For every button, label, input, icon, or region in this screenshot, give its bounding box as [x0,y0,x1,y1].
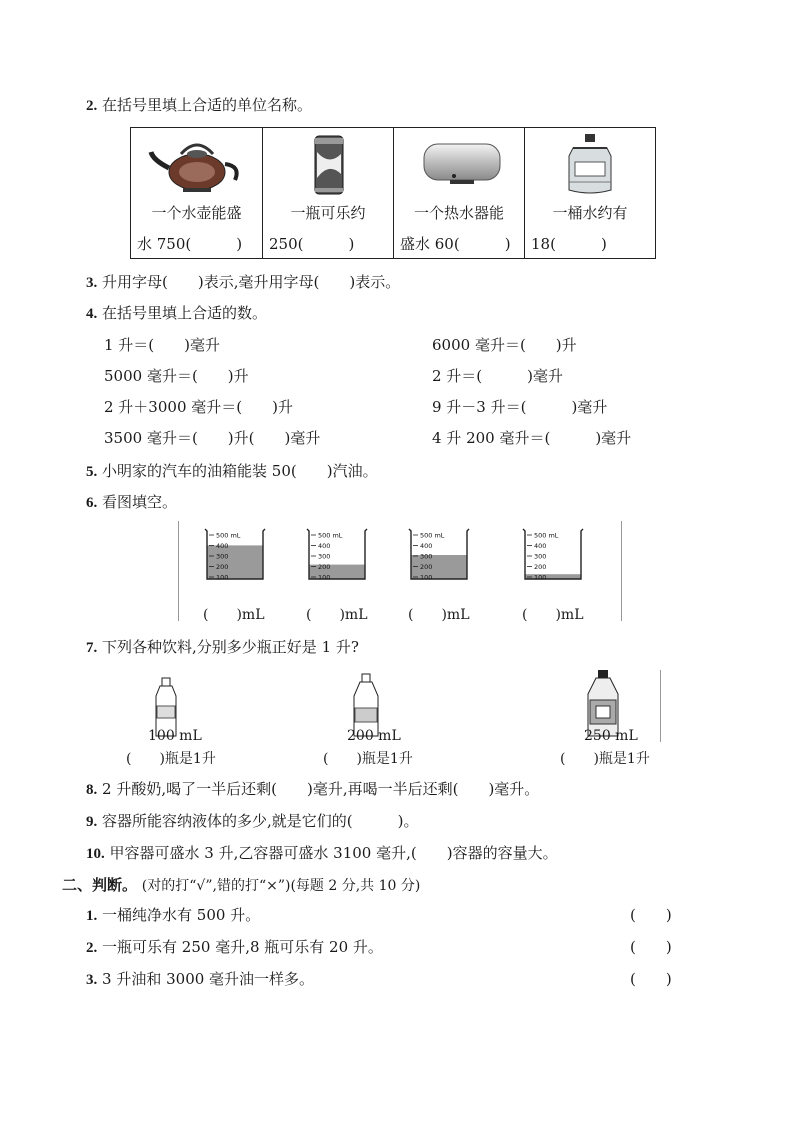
unit-cell-text-4: 一桶水约有 [552,204,628,222]
q5-row [86,460,378,482]
q4-title: 在括号里填上合适的数。 [102,304,268,322]
beaker-2-label-5: 100 [318,573,331,582]
bottle-answer-3: ( )瓶是1升 [560,751,650,767]
bottle-200ml-icon [354,674,378,736]
judge-item-1-number: 1. [86,908,98,924]
q3-number: 3. [86,275,98,291]
beakers-svg [179,521,621,601]
q2-title: 在括号里填上合适的单位名称。 [102,96,313,114]
unit-cell-bucket [525,128,655,258]
beaker-4-label-3: 300 [534,552,547,561]
beaker-1-label-5: 100 [216,573,229,582]
teapot-icon [131,132,262,198]
q6-title: 看图填空。 [102,493,178,511]
judge-item-1 [86,904,260,926]
section2-heading: 二、判断。 [62,878,138,894]
beaker-1-label-3: 300 [216,552,229,561]
q7-number: 7. [86,640,98,656]
q4-left-4: 3500 毫升＝( )升( )毫升 [104,429,321,447]
beaker-3-icon [409,529,469,582]
judge-item-2 [86,936,383,958]
judge-item-3-bracket: ( ) [630,970,672,988]
beaker-caption-2: ( )mL [306,607,368,623]
judge-item-2-number: 2. [86,940,98,956]
unit-cell-cola [263,128,394,258]
q6-number: 6. [86,495,98,511]
judge-item-2-text: 一瓶可乐有 250 毫升,8 瓶可乐有 20 升。 [102,938,383,956]
beaker-2-label-3: 300 [318,552,331,561]
q4-right-3: 9 升－3 升＝( )毫升 [432,398,608,416]
beaker-4-label-4: 200 [534,563,547,571]
q3-row [86,271,400,293]
beaker-caption-3: ( )mL [408,607,470,623]
unit-cell-answer-3: 盛水 60( ) [400,235,511,253]
q4-number: 4. [86,306,98,322]
judge-item-3-text: 3 升油和 3000 毫升油一样多。 [102,970,315,988]
q4-right-1: 6000 毫升＝( )升 [432,336,577,354]
judge-item-1-bracket: ( ) [630,906,672,924]
unit-cell-teapot [131,128,263,258]
section2-header [62,874,420,896]
q6-title-row [86,491,177,513]
bottle-volume-2: 200 mL [347,728,401,744]
water-heater-icon [394,132,524,198]
bottle-volume-1: 100 mL [148,728,202,744]
q10-row [86,842,558,864]
q8-number: 8. [86,782,98,798]
q9-text: 容器所能容纳液体的多少,就是它们的( )。 [102,812,419,830]
q2-number: 2. [86,98,98,114]
unit-cell-text-3: 一个热水器能 [413,204,504,222]
beaker-2-label-2: 400 [318,542,331,550]
q2-title-row [86,94,312,116]
beaker-3-label-3: 300 [420,552,433,561]
q4-left-3: 2 升＋3000 毫升＝( )升 [104,398,293,416]
judge-item-3-number: 3. [86,972,98,988]
beaker-3-label-1: 500 mL [420,531,445,540]
q5-number: 5. [86,464,98,480]
unit-cell-heater [394,128,525,258]
q8-row [86,778,539,800]
cola-can-icon [263,132,393,198]
beaker-1-label-2: 400 [216,542,229,550]
q5-text: 小明家的汽车的油箱能装 50( )汽油。 [102,462,378,480]
beaker-2-label-4: 200 [318,563,331,571]
q4-left-2: 5000 毫升＝( )升 [104,367,249,385]
q7-title: 下列各种饮料,分别多少瓶正好是 1 升? [102,638,359,656]
unit-cell-text-1: 一个水壶能盛 [151,204,242,222]
q10-text: 甲容器可盛水 3 升,乙容器可盛水 3100 毫升,( )容器的容量大。 [109,844,558,862]
judge-item-1-text: 一桶纯净水有 500 升。 [102,906,261,924]
unit-cell-answer-1: 水 750( ) [137,235,243,253]
beaker-4-icon [523,529,583,582]
q4-left-1: 1 升＝( )毫升 [104,336,221,354]
section2-instruction: (对的打“√”,错的打“×”)(每题 2 分,共 10 分) [141,878,421,894]
bottle-answer-2: ( )瓶是1升 [323,751,413,767]
water-bucket-icon [525,132,655,198]
unit-cell-text-2: 一瓶可乐约 [290,204,366,222]
beaker-4-label-5: 100 [534,573,547,582]
beaker-4-label-1: 500 mL [534,531,559,540]
beaker-1-icon [205,529,265,582]
q4-title-row [86,302,267,324]
bottle-250ml-icon [588,670,618,736]
beaker-3-label-4: 200 [420,563,433,571]
unit-cell-answer-4: 18( ) [531,235,607,253]
beaker-3-label-5: 100 [420,573,433,582]
q4-right-4: 4 升 200 毫升＝( )毫升 [432,429,632,447]
unit-cell-answer-2: 250( ) [269,235,355,253]
q7-title-row [86,636,359,658]
q8-text: 2 升酸奶,喝了一半后还剩( )毫升,再喝一半后还剩( )毫升。 [102,780,540,798]
q9-number: 9. [86,814,98,830]
beaker-2-label-1: 500 mL [318,531,343,540]
beaker-1-label-1: 500 mL [216,531,241,540]
beaker-2-icon [307,529,367,582]
judge-item-3 [86,968,314,990]
judge-item-2-bracket: ( ) [630,938,672,956]
q10-number: 10. [86,846,105,862]
q9-row [86,810,419,832]
unit-table [130,127,656,259]
beaker-caption-1: ( )mL [203,607,265,623]
q3-text: 升用字母( )表示,毫升用字母( )表示。 [102,273,401,291]
q4-right-2: 2 升＝( )毫升 [432,367,564,385]
beaker-3-label-2: 400 [420,542,433,550]
beaker-caption-4: ( )mL [522,607,584,623]
beaker-1-label-4: 200 [216,563,229,571]
bottle-volume-3: 250 mL [584,728,638,744]
beaker-4-label-2: 400 [534,542,547,550]
bottle-answer-1: ( )瓶是1升 [126,751,216,767]
